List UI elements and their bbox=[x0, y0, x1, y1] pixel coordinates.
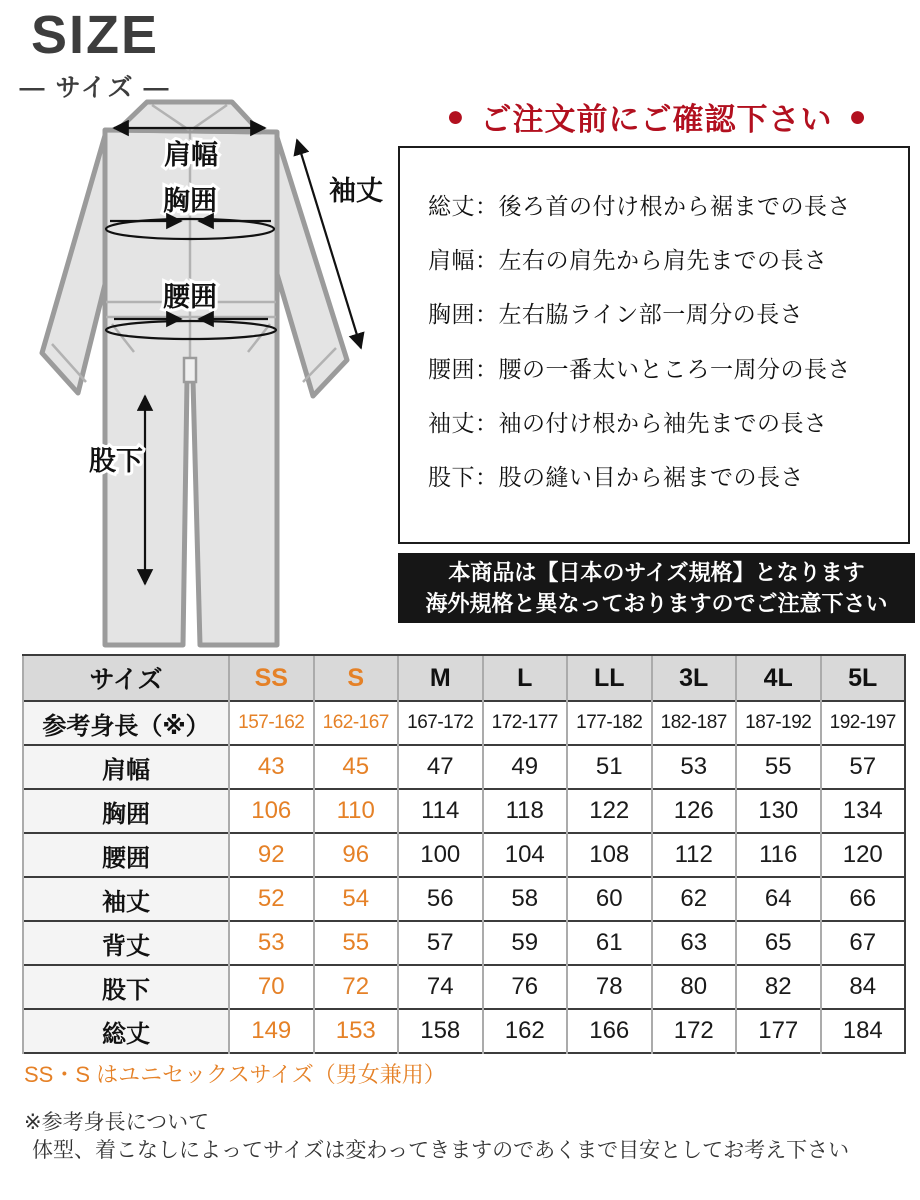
size-value-cell: 162 bbox=[483, 1009, 568, 1053]
size-value-cell: 80 bbox=[652, 965, 737, 1009]
size-value-cell: 61 bbox=[567, 921, 652, 965]
size-value-cell: 184 bbox=[821, 1009, 906, 1053]
zipper-pull bbox=[184, 358, 196, 382]
size-col-header: SS bbox=[229, 655, 314, 701]
size-col-header: 3L bbox=[652, 655, 737, 701]
size-value-cell: 192-197 bbox=[821, 701, 906, 745]
definition-chest: 胸囲：左右脇ライン部一周分の長さ bbox=[428, 301, 804, 328]
shoulder-width-label: 肩幅 bbox=[164, 140, 218, 170]
size-value-cell: 64 bbox=[736, 877, 821, 921]
size-value-cell: 45 bbox=[314, 745, 399, 789]
size-value-cell: 43 bbox=[229, 745, 314, 789]
size-value-cell: 172 bbox=[652, 1009, 737, 1053]
chest-girth-label: 胸囲 bbox=[163, 186, 217, 216]
size-value-cell: 157-162 bbox=[229, 701, 314, 745]
row-label: 袖丈 bbox=[23, 877, 229, 921]
size-col-header: M bbox=[398, 655, 483, 701]
definition-sleeve: 袖丈：袖の付け根から袖先までの長さ bbox=[428, 409, 828, 436]
size-value-cell: 55 bbox=[736, 745, 821, 789]
size-value-cell: 130 bbox=[736, 789, 821, 833]
size-value-cell: 51 bbox=[567, 745, 652, 789]
page-title-ja: — サイズ — bbox=[19, 74, 171, 102]
size-value-cell: 72 bbox=[314, 965, 399, 1009]
size-value-cell: 182-187 bbox=[652, 701, 737, 745]
size-value-cell: 63 bbox=[652, 921, 737, 965]
table-row bbox=[23, 1009, 905, 1053]
definition-shoulder-width: 肩幅：左右の肩先から肩先までの長さ bbox=[428, 247, 828, 274]
red-dot-left-icon: ● bbox=[446, 99, 465, 133]
size-value-cell: 118 bbox=[483, 789, 568, 833]
size-value-cell: 53 bbox=[229, 921, 314, 965]
size-value-cell: 158 bbox=[398, 1009, 483, 1053]
size-col-header: LL bbox=[567, 655, 652, 701]
size-value-cell: 100 bbox=[398, 833, 483, 877]
size-value-cell: 76 bbox=[483, 965, 568, 1009]
size-value-cell: 149 bbox=[229, 1009, 314, 1053]
size-value-cell: 167-172 bbox=[398, 701, 483, 745]
size-value-cell: 54 bbox=[314, 877, 399, 921]
size-value-cell: 59 bbox=[483, 921, 568, 965]
size-value-cell: 116 bbox=[736, 833, 821, 877]
reference-height-note-body: 体型、着こなしによってサイズは変わってきますのであくまで目安としてお考え下さい bbox=[32, 1139, 850, 1162]
definition-waist: 腰囲：腰の一番太いところ一周分の長さ bbox=[428, 355, 851, 382]
size-value-cell: 74 bbox=[398, 965, 483, 1009]
size-table-corner-header: サイズ bbox=[23, 655, 229, 701]
unisex-note: SS・S はユニセックスサイズ（男女兼用） bbox=[24, 1062, 446, 1087]
size-value-cell: 112 bbox=[652, 833, 737, 877]
garment-diagram bbox=[30, 78, 400, 653]
row-label: 股下 bbox=[23, 965, 229, 1009]
size-value-cell: 114 bbox=[398, 789, 483, 833]
size-value-cell: 56 bbox=[398, 877, 483, 921]
row-label: 腰囲 bbox=[23, 833, 229, 877]
table-row bbox=[23, 789, 905, 833]
row-label: 参考身長（※） bbox=[23, 701, 229, 745]
definitions-box bbox=[398, 146, 910, 544]
red-dot-right-icon: ● bbox=[848, 99, 867, 133]
size-value-cell: 134 bbox=[821, 789, 906, 833]
size-value-cell: 187-192 bbox=[736, 701, 821, 745]
size-table bbox=[22, 654, 906, 1054]
size-value-cell: 49 bbox=[483, 745, 568, 789]
row-label: 背丈 bbox=[23, 921, 229, 965]
size-value-cell: 57 bbox=[398, 921, 483, 965]
row-label: 肩幅 bbox=[23, 745, 229, 789]
size-value-cell: 108 bbox=[567, 833, 652, 877]
size-value-cell: 106 bbox=[229, 789, 314, 833]
size-value-cell: 92 bbox=[229, 833, 314, 877]
size-value-cell: 153 bbox=[314, 1009, 399, 1053]
size-col-header: L bbox=[483, 655, 568, 701]
table-row bbox=[23, 965, 905, 1009]
row-label: 胸囲 bbox=[23, 789, 229, 833]
size-value-cell: 57 bbox=[821, 745, 906, 789]
size-value-cell: 58 bbox=[483, 877, 568, 921]
size-value-cell: 60 bbox=[567, 877, 652, 921]
size-value-cell: 65 bbox=[736, 921, 821, 965]
size-value-cell: 104 bbox=[483, 833, 568, 877]
size-col-header: S bbox=[314, 655, 399, 701]
definition-inseam: 股下：股の縫い目から裾までの長さ bbox=[428, 463, 804, 490]
table-row bbox=[23, 877, 905, 921]
size-value-cell: 47 bbox=[398, 745, 483, 789]
size-value-cell: 67 bbox=[821, 921, 906, 965]
jp-standard-notice bbox=[398, 553, 915, 623]
definition-total-length: 総丈：後ろ首の付け根から裾までの長さ bbox=[428, 193, 851, 219]
inseam-label: 股下 bbox=[89, 446, 143, 476]
notice-line-2: 海外規格と異なっておりますのでご注意下さい bbox=[425, 591, 888, 616]
page-title-en: SIZE bbox=[30, 5, 160, 65]
size-value-cell: 166 bbox=[567, 1009, 652, 1053]
size-value-cell: 177 bbox=[736, 1009, 821, 1053]
table-header-row bbox=[23, 655, 905, 701]
size-value-cell: 66 bbox=[821, 877, 906, 921]
confirm-heading bbox=[398, 94, 915, 139]
size-value-cell: 84 bbox=[821, 965, 906, 1009]
waist-girth-label: 腰囲 bbox=[163, 282, 217, 312]
size-value-cell: 122 bbox=[567, 789, 652, 833]
size-value-cell: 120 bbox=[821, 833, 906, 877]
size-value-cell: 78 bbox=[567, 965, 652, 1009]
size-value-cell: 70 bbox=[229, 965, 314, 1009]
table-row bbox=[23, 833, 905, 877]
table-row bbox=[23, 701, 905, 745]
size-value-cell: 110 bbox=[314, 789, 399, 833]
table-row bbox=[23, 745, 905, 789]
size-value-cell: 62 bbox=[652, 877, 737, 921]
size-value-cell: 53 bbox=[652, 745, 737, 789]
size-value-cell: 82 bbox=[736, 965, 821, 1009]
size-col-header: 5L bbox=[821, 655, 906, 701]
size-value-cell: 172-177 bbox=[483, 701, 568, 745]
size-value-cell: 177-182 bbox=[567, 701, 652, 745]
notice-line-1: 本商品は【日本のサイズ規格】となります bbox=[448, 560, 865, 585]
size-value-cell: 52 bbox=[229, 877, 314, 921]
table-row bbox=[23, 921, 905, 965]
reference-height-note-title: ※参考身長について bbox=[24, 1111, 210, 1134]
size-value-cell: 162-167 bbox=[314, 701, 399, 745]
size-col-header: 4L bbox=[736, 655, 821, 701]
size-value-cell: 55 bbox=[314, 921, 399, 965]
size-value-cell: 126 bbox=[652, 789, 737, 833]
row-label: 総丈 bbox=[23, 1009, 229, 1053]
size-value-cell: 96 bbox=[314, 833, 399, 877]
sleeve-length-label: 袖丈 bbox=[329, 176, 383, 206]
confirm-heading-text: ご注文前にご確認下さい bbox=[480, 102, 833, 137]
